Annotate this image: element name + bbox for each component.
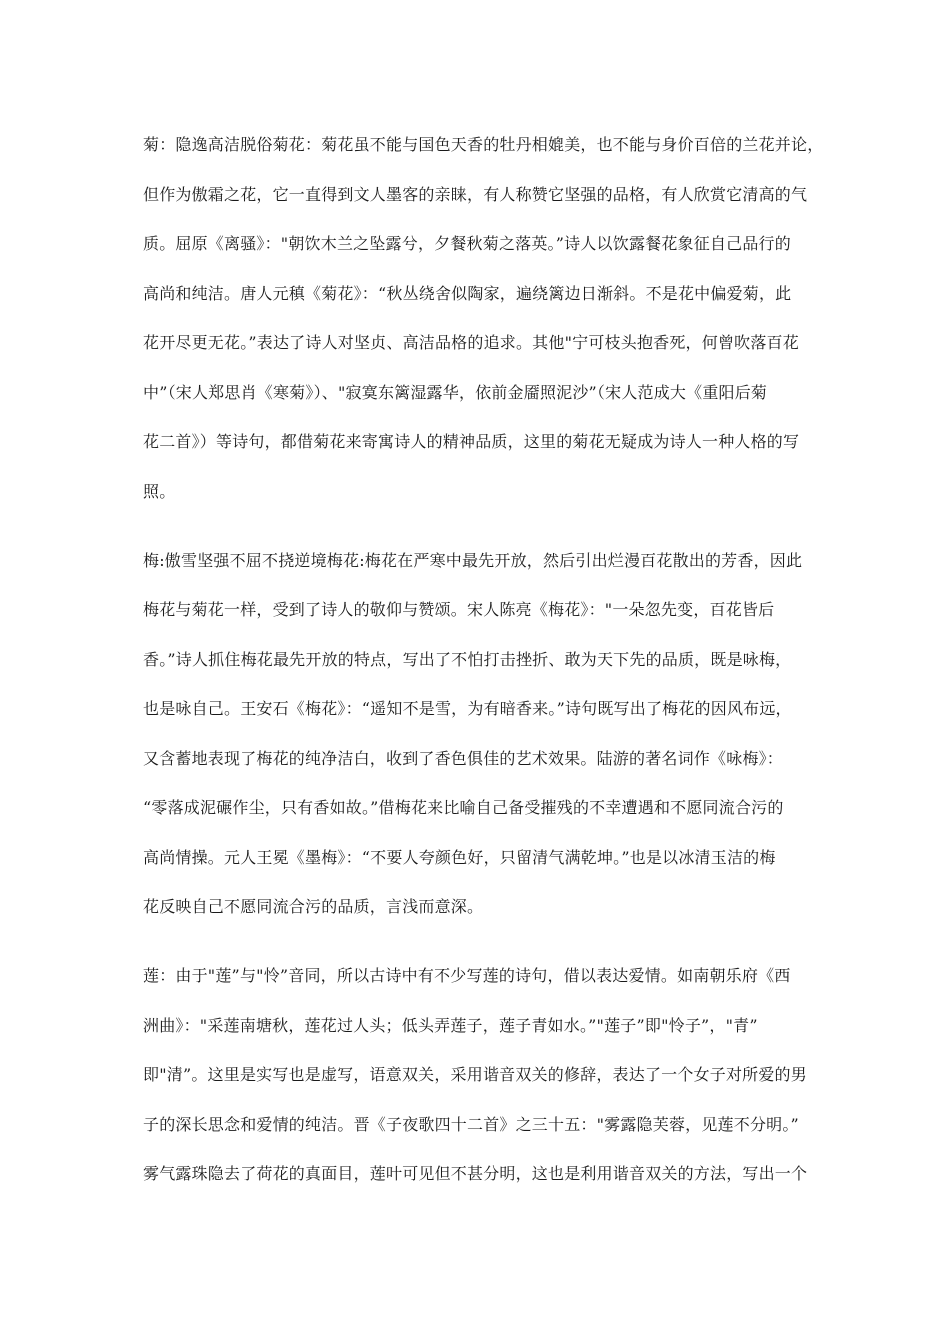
text-line: 梅花与菊花一样，受到了诗人的敬仰与赞颂。宋人陈亮《梅花》："一朵忽先变，百花皆后: [143, 600, 775, 619]
text-line: 花反映自己不愿同流合污的品质，言浅而意深。: [143, 897, 484, 916]
text-line: 又含蓄地表现了梅花的纯净洁白，收到了香色俱佳的艺术效果。陆游的著名词作《咏梅》：: [143, 749, 784, 768]
text-line: 梅:傲雪坚强不屈不挠逆境梅花:梅花在严寒中最先开放，然后引出烂漫百花散出的芳香，因此: [143, 551, 803, 570]
text-line: 香。”诗人抓住梅花最先开放的特点，写出了不怕打击挫折、敢为天下先的品质，既是咏梅，: [143, 650, 792, 669]
text-line: 也是咏自己。王安石《梅花》：“遥知不是雪，为有暗香来。”诗句既写出了梅花的因风布远，: [143, 699, 792, 718]
text-line: 子的深长思念和爱情的纯洁。晋《子夜歌四十二首》之三十五："雾露隐芙蓉，见莲不分明。”: [143, 1115, 799, 1134]
text-line: 花开尽更无花。”表达了诗人对坚贞、高洁品格的追求。其他"宁可枝头抱香死，何曾吹落百花: [143, 333, 799, 352]
text-line: 高尚情操。元人王冕《墨梅》：“不要人夸颜色好，只留清气满乾坤。”也是以冰清玉洁的梅: [143, 848, 776, 867]
text-line: 莲：由于"莲”与"怜”音同，所以古诗中有不少写莲的诗句，借以表达爱情。如南朝乐府《西: [143, 966, 791, 985]
text-line: 花二首》）等诗句，都借菊花来寄寓诗人的精神品质，这里的菊花无疑成为诗人一种人格的写: [143, 432, 800, 451]
text-line: 洲曲》："采莲南塘秋，莲花过人头；低头弄莲子，莲子青如水。”"莲子”即"怜子”，"青”: [143, 1016, 758, 1035]
text-line: 但作为傲霜之花，它一直得到文人墨客的亲睐，有人称赞它坚强的品格，有人欣赏它清高的气: [143, 185, 808, 204]
text-line: 中”（宋人郑思肖《寒菊》）、"寂寞东篱湿露华，依前金靥照泥沙”（宋人范成大《重阳后菊: [143, 383, 768, 402]
text-line: 即"清”。这里是实写也是虚写，语意双关，采用谐音双关的修辞，表达了一个女子对所爱的男: [143, 1065, 807, 1084]
text-line: 雾气露珠隐去了荷花的真面目，莲叶可见但不甚分明，这也是利用谐音双关的方法，写出一个: [143, 1164, 808, 1183]
text-line: 高尚和纯洁。唐人元稹《菊花》：“秋丛绕舍似陶家，遍绕篱边日渐斜。不是花中偏爱菊，此: [143, 284, 792, 303]
text-line: “零落成泥碾作尘，只有香如故。”借梅花来比喻自己备受摧残的不幸遭遇和不愿同流合污的: [143, 798, 784, 817]
text-line: 菊：隐逸高洁脱俗菊花：菊花虽不能与国色天香的牡丹相媲美，也不能与身价百倍的兰花并论，: [143, 135, 824, 154]
text-line: 照。: [143, 482, 176, 501]
text-line: 质。屈原《离骚》："朝饮木兰之坠露兮，夕餐秋菊之落英。”诗人以饮露餐花象征自己品行的: [143, 234, 791, 253]
